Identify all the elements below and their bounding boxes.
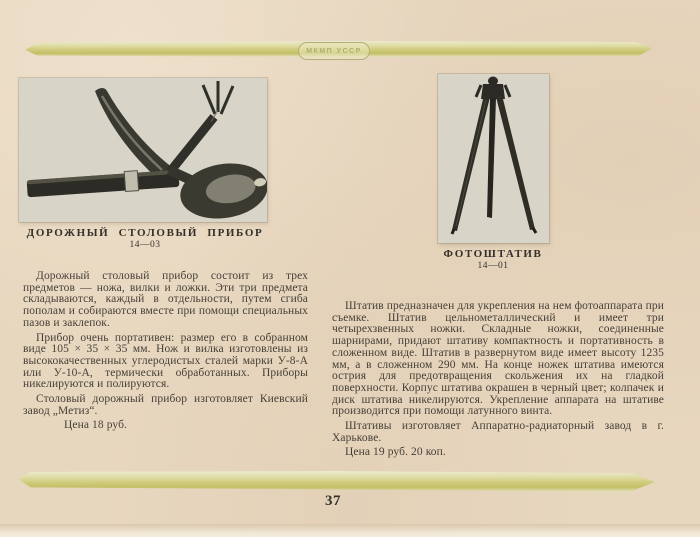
tripod-price: Цена 19 руб. 20 коп. <box>345 446 446 459</box>
cutlery-caption <box>20 227 270 250</box>
paragraph: Штативы изготовляет Аппаратно-радиаторный завод в г. Харькове. <box>332 420 664 444</box>
cutlery-title: ДОРОЖНЫЙ СТОЛОВЫЙ ПРИБОР <box>26 227 264 239</box>
cutlery-image <box>19 78 267 222</box>
bottom-decorative-rule <box>18 471 655 492</box>
tripod-title: ФОТОШТАТИВ <box>443 248 543 260</box>
tripod-image <box>438 74 549 243</box>
tripod-caption <box>388 248 598 271</box>
paragraph: Столовый дорожный прибор изготовляет Киевский завод „Метиз“. <box>23 393 308 417</box>
cutlery-illustration <box>19 78 267 222</box>
paragraph: Дорожный столовый прибор состоит из трех предметов — ножа, вилки и ложки. Эти три предмета складываются, каждый в отдельности, путем сгиба пополам и собираются вместе при помощи специальных пазов и заклепок. <box>23 270 308 329</box>
paragraph: Прибор очень портативен: размер его в собранном виде 105 × 35 × 35 мм. Нож и вилка изготовлены из высококачественных углеродистых сталей марки У-8-А или У-10-А, термически обработанных. Приборы никелируются и полируются. <box>23 331 308 391</box>
publisher-badge <box>298 42 370 60</box>
tripod-catalog-code: 14—01 <box>477 261 509 271</box>
cutlery-price: Цена 18 руб. <box>64 419 128 432</box>
tripod-illustration <box>438 74 549 243</box>
cutlery-catalog-code: 14—03 <box>129 240 161 250</box>
paragraph: Штатив предназначен для укрепления на нем фотоаппарата при съемке. Штатив цельнометаллический и имеет три четырехзвенных ножки. Складные ножки, соединенные шарнирами, придают штативу компактность и портативность в сложенном виде. Штатив в развернутом виде имеет высоту 1235 мм, а в сложенном 290 мм. На конце ножек штатива имеются острия для предотвращения скольжения их на гладкой поверхности. Корпус штатива окрашен в черный цвет; колпачек и диск штатива никелируются. Укрепление аппарата на штативе производится при помощи латунного винта. <box>332 300 664 418</box>
page-number: 37 <box>325 493 341 509</box>
cutlery-description <box>23 271 308 435</box>
publisher-badge-label: МКМП УССР <box>306 47 362 55</box>
tripod-description <box>332 301 664 462</box>
